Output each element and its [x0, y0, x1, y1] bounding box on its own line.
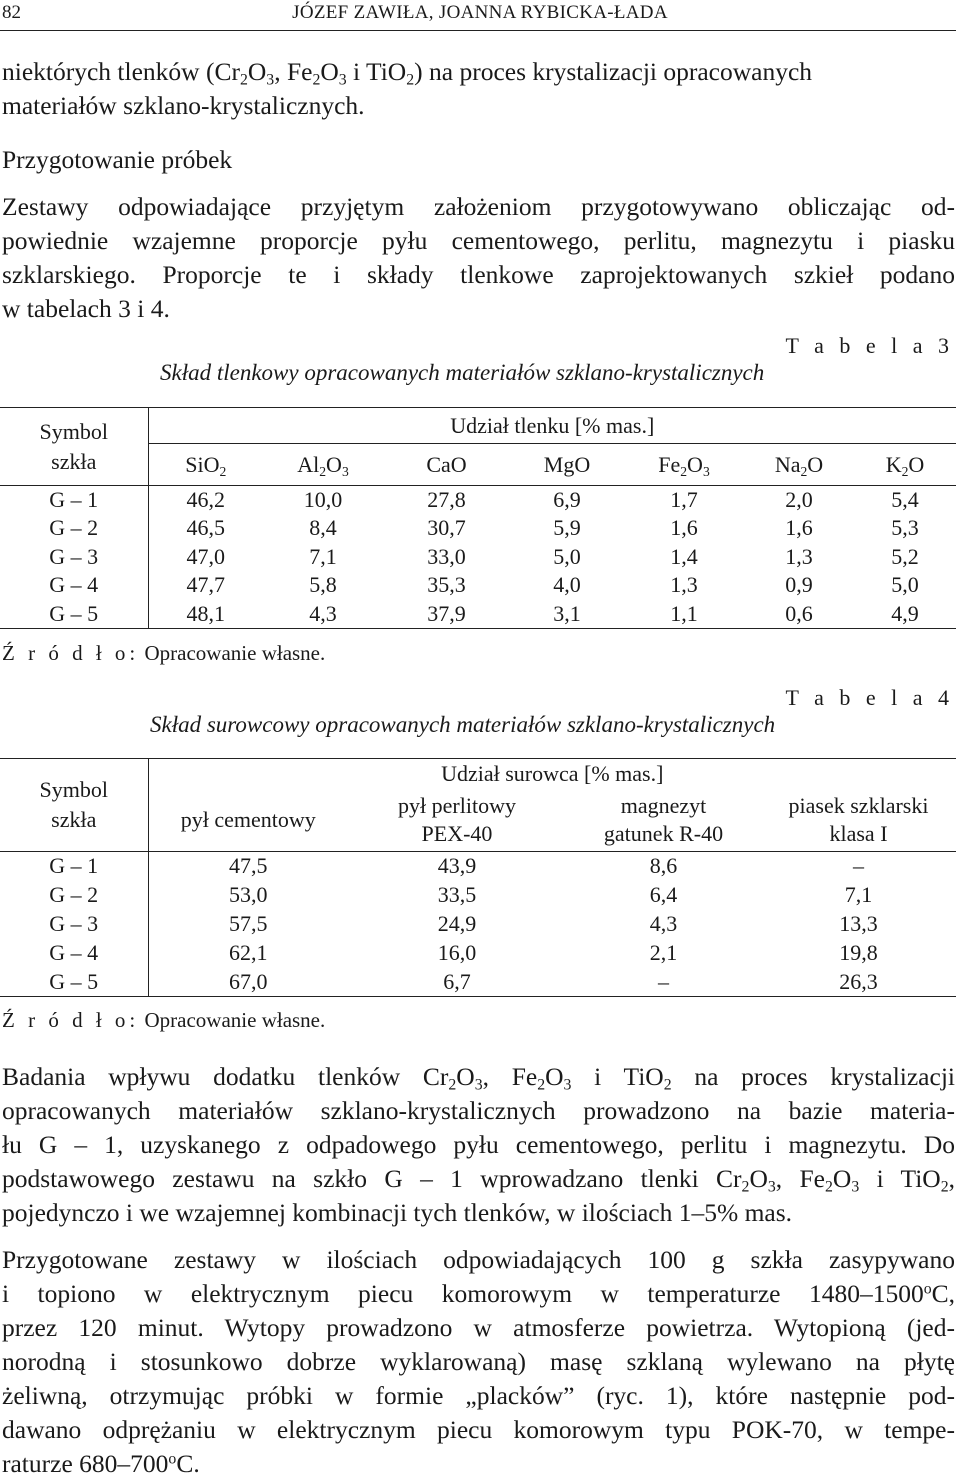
przygotowane-paragraph — [2, 1243, 955, 1481]
table-cell: 19,8 — [839, 940, 878, 965]
table-cell: 6,7 — [443, 968, 471, 994]
table4-group-header: Udział surowca [% mas.] — [441, 761, 664, 787]
intro-line-2: materiałów szklano-krystalicznych. — [2, 91, 365, 120]
table-cell: 7,1 — [844, 882, 873, 907]
table-cell: 4,0 — [553, 572, 581, 598]
table3-source: Ź r ó d ł o: Opracowanie własne. — [2, 641, 326, 665]
prep-line: szklarskiego. Proporcje te i składy tlenkowe zaprojektowanych szkieł podano — [2, 260, 955, 289]
table-cell: 4,3 — [649, 911, 678, 936]
table-cell: 67,0 — [229, 968, 268, 994]
table3-group-header: Udział tlenku [% mas.] — [148, 408, 956, 444]
table-cell: 48,1 — [186, 600, 225, 626]
column-header: magnezyt gatunek R-40 — [603, 793, 724, 847]
przyg-line-5: żeliwną, otrzymując próbki w formie „placków” (ryc. 1), które następnie pod- — [2, 1381, 955, 1410]
row-symbol: G – 3 — [0, 543, 148, 572]
row-symbol: G – 5 — [0, 968, 148, 997]
table-row — [0, 910, 956, 939]
table4-label: T a b e l a 4 — [785, 685, 954, 710]
table-cell: 46,2 — [186, 487, 225, 512]
table-cell: 47,7 — [186, 572, 225, 598]
table-cell: 5,8 — [309, 572, 337, 598]
table-cell: 47,5 — [229, 853, 268, 879]
row-symbol: G – 5 — [0, 600, 148, 629]
header-rule — [0, 30, 956, 31]
table-cell: 0,9 — [785, 572, 813, 598]
table3-label: T a b e l a 3 — [785, 333, 954, 358]
column-header: pył cementowy — [180, 807, 316, 833]
column-header: $Fe_2O_3$ — [658, 451, 710, 479]
table-row — [0, 571, 956, 600]
row-symbol: G – 2 — [0, 514, 148, 543]
table-cell: – — [658, 968, 669, 994]
table-cell: 1,3 — [670, 572, 698, 598]
table-cell: 33,5 — [437, 882, 477, 907]
table-cell: 62,1 — [229, 940, 268, 965]
prep-line: powiednie wzajemne proporcje pyłu cementowego, perlitu, magnezytu i piasku — [2, 226, 955, 255]
table-cell: 26,3 — [839, 968, 878, 994]
section-heading: Przygotowanie próbek — [2, 145, 233, 174]
przyg-line-7: raturze 680–700$^o$C. — [2, 1449, 200, 1478]
table-cell: 3,1 — [553, 600, 581, 626]
table4-symbol-header: Symbol szkła — [0, 759, 148, 852]
table-cell: 43,9 — [437, 853, 477, 879]
table-cell: 0,6 — [785, 600, 813, 626]
table-cell: 2,0 — [785, 487, 813, 512]
prep-line: Zestawy odpowiadające przyjętym założeniom przygotowywano obliczając od- — [2, 192, 955, 221]
table-cell: 5,0 — [891, 572, 919, 598]
badania-line-1: Badania wpływu dodatku tlenków $Cr_2O_3$, $Fe_2O_3$ i TiO$_2$ na proces krystalizacji — [2, 1062, 955, 1094]
table-cell: 1,1 — [670, 600, 698, 626]
table-cell: 7,1 — [309, 543, 337, 569]
table-cell: 33,0 — [427, 543, 466, 569]
column-header: CaO — [426, 451, 467, 477]
table-cell: 8,6 — [649, 853, 678, 879]
prep-paragraph — [2, 190, 955, 326]
table-row — [0, 486, 956, 515]
column-header: piasek szklarski klasa I — [788, 793, 929, 847]
table-row — [0, 852, 956, 881]
table-row — [0, 881, 956, 910]
przyg-line-6: dawano odprężaniu w elektrycznym piecu komorowym typu POK-70, w tempe- — [2, 1415, 955, 1444]
table-cell: – — [853, 853, 864, 879]
table-cell: 10,0 — [303, 487, 343, 512]
row-symbol: G – 1 — [0, 486, 148, 515]
row-symbol: G – 3 — [0, 910, 148, 939]
table4 — [0, 758, 956, 997]
column-header: SiO$_2$ — [185, 451, 227, 479]
przyg-line-4: norodną i stosunkowo dobrze wyklarowaną) masę szklaną wylewano na płytę — [2, 1347, 955, 1376]
table-cell: 5,4 — [891, 487, 919, 512]
table-cell: 46,5 — [186, 515, 225, 541]
intro-line-1: niektórych tlenków ($Cr_2O_3$, $Fe_2O_3$ i TiO$_2$) na proces krystalizacji opracowanych — [2, 57, 813, 89]
przyg-line-1: Przygotowane zestawy w ilościach odpowiadających 100 g szkła zasypywano — [2, 1245, 955, 1274]
table-cell: 1,7 — [670, 487, 698, 512]
table-cell: 4,3 — [309, 600, 337, 626]
table-cell: 37,9 — [427, 600, 466, 626]
table-cell: 27,8 — [427, 487, 466, 512]
badania-paragraph — [2, 1060, 955, 1230]
intro-paragraph — [2, 55, 955, 123]
prep-line: w tabelach 3 i 4. — [2, 294, 170, 323]
badania-line-5: pojedynczo i we wzajemnej kombinacji tych tlenków, w ilościach 1–5% mas. — [2, 1198, 793, 1227]
table-cell: 5,3 — [891, 515, 919, 541]
table-cell: 8,4 — [309, 515, 337, 541]
badania-line-2: opracowanych materiałów szklano-krystalicznych prowadzono na bazie materia- — [2, 1096, 955, 1125]
table-row — [0, 543, 956, 572]
table4-source: Ź r ó d ł o: Opracowanie własne. — [2, 1008, 326, 1032]
column-header: $Al_2O_3$ — [297, 451, 349, 479]
row-symbol: G – 1 — [0, 852, 148, 881]
table-cell: 5,0 — [553, 543, 581, 569]
table-cell: 6,9 — [553, 487, 581, 512]
row-symbol: G – 4 — [0, 939, 148, 968]
table3-symbol-header: Symbol szkła — [0, 408, 148, 486]
table-cell: 2,1 — [649, 940, 678, 965]
table-cell: 16,0 — [437, 940, 477, 965]
table-row — [0, 939, 956, 968]
badania-line-3: łu G – 1, uzyskanego z odpadowego pyłu cementowego, perlitu i magnezytu. Do — [2, 1130, 955, 1159]
page-number: 82 — [2, 2, 21, 23]
table-cell: 1,3 — [785, 543, 813, 569]
running-title: JÓZEF ZAWIŁA, JOANNA RYBICKA-ŁADA — [292, 2, 668, 23]
przyg-line-3: przez 120 minut. Wytopy prowadzono w atmosferze powietrza. Wytopioną (jed- — [2, 1313, 955, 1342]
badania-line-4: podstawowego zestawu na szkło G – 1 wprowadzano tlenki $Cr_2O_3$, $Fe_2O_3$ i TiO$_2$, — [2, 1164, 955, 1196]
column-header: MgO — [543, 451, 591, 477]
table-cell: 57,5 — [229, 911, 268, 936]
table-cell: 47,0 — [186, 543, 225, 569]
table-cell: 53,0 — [229, 882, 268, 907]
column-header: $K_2O$ — [885, 451, 925, 479]
row-symbol: G – 4 — [0, 571, 148, 600]
table-cell: 1,6 — [670, 515, 698, 541]
table3-caption: Skład tlenkowy opracowanych materiałów szklano-krystalicznych — [160, 360, 765, 385]
table-cell: 5,2 — [891, 543, 919, 569]
table-row — [0, 514, 956, 543]
table3 — [0, 407, 956, 629]
table-row — [0, 600, 956, 629]
table-cell: 35,3 — [427, 572, 466, 598]
table-cell: 4,9 — [891, 600, 919, 626]
column-header: $Na_2O$ — [774, 451, 824, 479]
row-symbol: G – 2 — [0, 881, 148, 910]
column-header: pył perlitowy PEX-40 — [398, 793, 516, 847]
przyg-line-2: i topiono w elektrycznym piecu komorowym w temperaturze 1480–1500$^o$C, — [2, 1279, 955, 1308]
table-cell: 13,3 — [839, 911, 878, 936]
table-cell: 30,7 — [427, 515, 466, 541]
table4-caption: Skład surowcowy opracowanych materiałów szklano-krystalicznych — [150, 712, 776, 737]
table-cell: 6,4 — [649, 882, 678, 907]
table-cell: 1,6 — [785, 515, 813, 541]
table-cell: 5,9 — [553, 515, 581, 541]
table-row — [0, 968, 956, 997]
table-cell: 1,4 — [670, 543, 698, 569]
table-cell: 24,9 — [437, 911, 477, 936]
page-header — [0, 2, 960, 28]
